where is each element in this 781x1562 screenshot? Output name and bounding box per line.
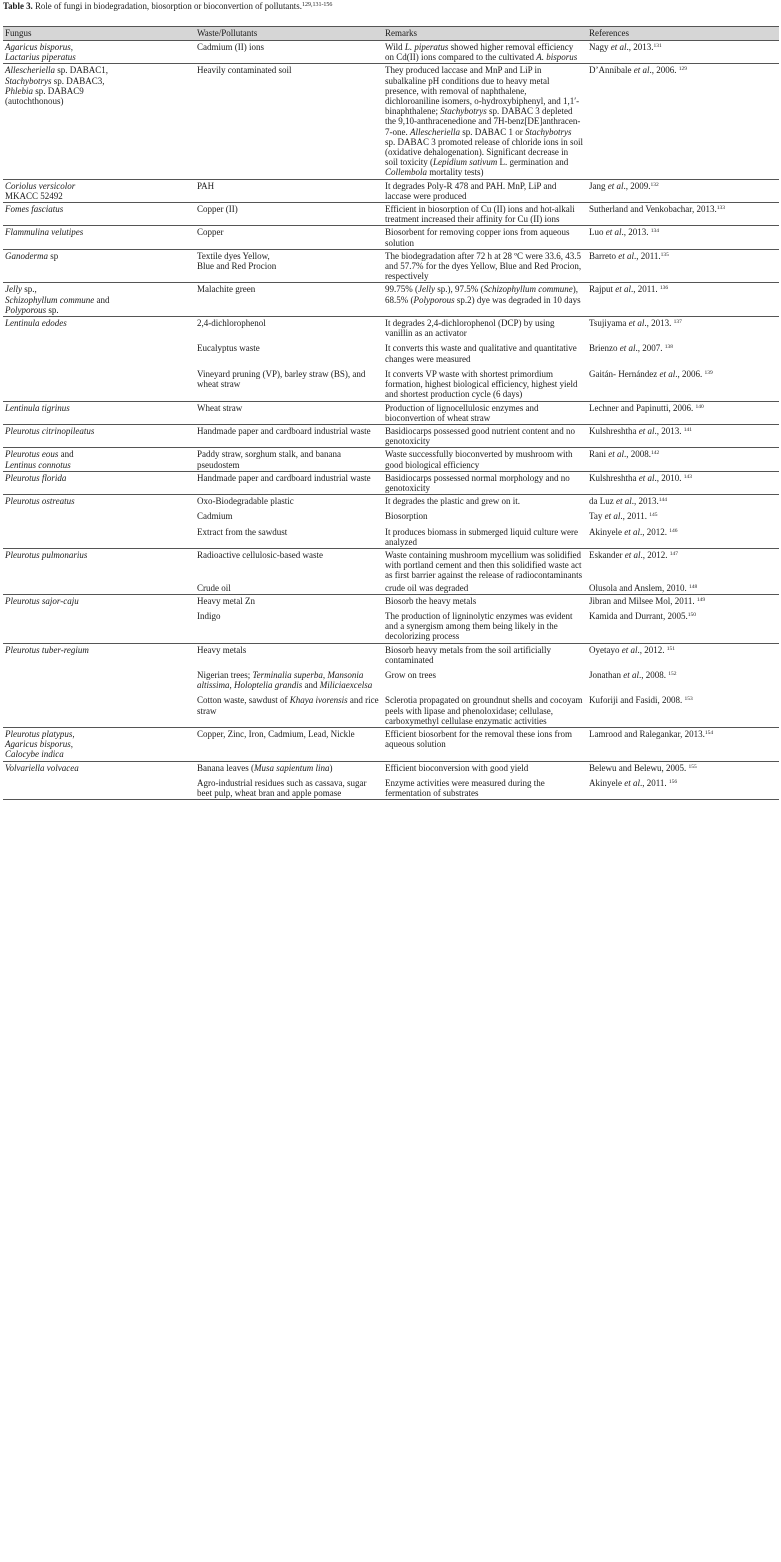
fungus-cell [3, 507, 195, 522]
waste-cell: Vineyard pruning (VP), barley straw (BS), and wheat straw [197, 368, 366, 390]
table-row [3, 226, 779, 249]
waste-cell: Extract from the sawdust [197, 526, 288, 537]
table-row [3, 365, 779, 401]
table-row [3, 41, 779, 64]
waste-cell: Copper, Zinc, Iron, Cadmium, Lead, Nickle [195, 727, 383, 761]
table-row [3, 607, 779, 643]
remarks-cell: It degrades the plastic and grew on it. [383, 495, 587, 508]
reference-cell: Tay et al., 2011. $^{145}$ [589, 511, 658, 522]
table-row [3, 691, 779, 727]
reference-cell: Tsujiyama et al., 2013. $^{137}$ [587, 317, 779, 340]
reference-cell: Luo et al., 2013. $^{134}$ [587, 226, 779, 249]
remarks-cell: The production of ligninolytic enzymes was evident and a synergism among them being likely in the decolorizing process [385, 610, 573, 642]
table-row [3, 548, 779, 581]
table-row [3, 203, 779, 226]
fungus-cell [3, 774, 195, 800]
reference-cell: Barreto et al., 2011.$^{135}$ [587, 249, 779, 283]
waste-cell: Agro-industrial residues such as cassava, sugar beet pulp, wheat bran and apple pomase [195, 774, 383, 800]
table-row [3, 339, 779, 364]
reference-cell: Olusola and Anslem, 2010. $^{148}$ [589, 582, 698, 593]
fungus-cell: Pleurotus platypus, Agaricus bisporus, Calocybe indica [3, 727, 195, 761]
table-row [3, 179, 779, 202]
reference-cell: Brienzo et al., 2007. $^{138}$ [589, 343, 673, 354]
fungus-cell: Jelly sp., Schizophyllum commune and Polyporous sp. [3, 283, 195, 317]
remarks-cell: 99.75% (Jelly sp.), 97.5% (Schizophyllum commune), 68.5% (Polyporous sp.2) dye was degraded in 10 days [383, 283, 587, 317]
remarks-cell: It produces biomass in submerged liquid culture were analyzed [385, 526, 579, 547]
remarks-cell: Biosorb heavy metals from the soil artificially contaminated [383, 643, 587, 666]
table-row [3, 761, 779, 774]
remarks-cell: It degrades Poly-R 478 and PAH. MnP, LiP and laccase were produced [383, 179, 587, 202]
reference-cell: Rani et al., 2008.$^{142}$ [587, 448, 779, 471]
remarks-cell: Basidiocarps possessed normal morphology and no genotoxicity [383, 471, 587, 494]
fungus-cell: Pleurotus citrinopileatus [3, 424, 195, 447]
fungus-cell: Pleurotus ostreatus [3, 495, 195, 508]
fungus-cell [3, 582, 195, 595]
reference-cell: Rajput et al., 2011. $^{136}$ [587, 283, 779, 317]
fungus-cell: Agaricus bisporus, Lactarius piperatus [3, 41, 195, 64]
table-body [3, 41, 779, 800]
reference-cell: Sutherland and Venkobachar, 2013.$^{133}$ [587, 203, 779, 226]
fungus-cell: Flammulina velutipes [3, 226, 195, 249]
remarks-cell: Biosorption [385, 511, 428, 522]
waste-cell: Indigo [197, 610, 221, 621]
remarks-cell: Efficient bioconversion with good yield [383, 761, 587, 774]
caption-refs: 129,131-156 [301, 2, 333, 8]
waste-cell: 2,4-dichlorophenol [195, 317, 383, 340]
fungus-cell: Fomes fasciatus [3, 203, 195, 226]
reference-cell: Jibran and Milsee Mol, 2011. $^{149}$ [587, 594, 779, 607]
table-row [3, 283, 779, 317]
remarks-cell: It degrades 2,4-dichlorophenol (DCP) by using vanillin as an activator [383, 317, 587, 340]
reference-cell: D’Annibale et al., 2006. $^{129}$ [587, 64, 779, 179]
reference-cell: Eskander et al., 2012. $^{147}$ [587, 548, 779, 581]
reference-cell: Belewu and Belewu, 2005. $^{155}$ [587, 761, 779, 774]
waste-cell: Heavy metal Zn [195, 594, 383, 607]
fungus-cell [3, 365, 195, 401]
table-row [3, 64, 779, 179]
waste-cell: Eucalyptus waste [197, 343, 260, 354]
reference-cell: Akinyele et al., 2011. $^{156}$ [587, 774, 779, 800]
remarks-cell: Efficient in biosorption of Cu (II) ions and hot-alkali treatment increased their affinity for Cu (II) ions [383, 203, 587, 226]
reference-cell: Jang et al., 2009.$^{132}$ [587, 179, 779, 202]
table-row [3, 317, 779, 340]
header-references: References [587, 27, 779, 41]
remarks-cell: It converts VP waste with shortest primordium formation, highest biological efficiency, highest yield and shortest production cycle (6 days) [385, 368, 578, 400]
fungus-cell: Pleurotus pulmonarius [3, 548, 195, 581]
reference-cell: Gaitán- Hernández et al., 2006. $^{139}$ [589, 368, 713, 379]
header-remarks: Remarks [383, 27, 587, 41]
table-row [3, 643, 779, 666]
waste-cell: Heavily contaminated soil [195, 64, 383, 179]
fungus-cell: Pleurotus tuber-regium [3, 643, 195, 666]
remarks-cell: Wild L. piperatus showed higher removal efficiency on Cd(II) ions compared to the cultivated A. bisporus [383, 41, 587, 64]
remarks-cell: Basidiocarps possessed good nutrient content and no genotoxicity [383, 424, 587, 447]
table-header-row [3, 27, 779, 41]
remarks-cell: Sclerotia propagated on groundnut shells and cocoyam peels with lipase and phenoloxidase; cellulase, carboxymethyl cellulase enzymatic activities [385, 695, 583, 726]
reference-cell: Kamida and Durrant, 2005.$^{150}$ [589, 610, 696, 621]
fungus-cell [3, 607, 195, 643]
remarks-cell: They produced laccase and MnP and LiP in subalkaline pH conditions due to heavy metal presence, with removal of naphthalene, dichloroaniline isomers, o-hydroxybiphenyl, and 1,1′-binaphthalene; Stachybotrys sp. DABAC 3 depleted the 9,10-anthracenedione and 7H-benz[DE]anthracen-7-one. Allescheriella sp. DABAC 1 or Stachybotrys sp. DABAC 3 promoted release of chloride ions in soil (oxidative dehalogenation). Significant decrease in soil toxicity (Lepidium sativum L. germination and Collembola mortality tests) [383, 64, 587, 179]
table-row [3, 424, 779, 447]
fungus-cell: Lentinula tigrinus [3, 401, 195, 424]
fungus-cell [3, 666, 195, 691]
fungi-table [3, 26, 779, 800]
waste-cell: Cadmium [197, 511, 233, 522]
caption-label: Table 3. [3, 1, 33, 11]
waste-cell: Crude oil [197, 582, 231, 593]
table-row [3, 448, 779, 471]
remarks-cell: Waste containing mushroom mycellium was solidified with portland cement and then this solidified waste act as first barrier against the release of radiocontaminants [383, 548, 587, 581]
remarks-cell: Waste successfully bioconverted by mushroom with good biological efficiency [383, 448, 587, 471]
fungus-cell: Volvariella volvacea [3, 761, 195, 774]
table-row [3, 666, 779, 691]
fungus-cell: Allescheriella sp. DABAC1, Stachybotrys sp. DABAC3, Phlebia sp. DABAC9 (autochthonous) [3, 64, 195, 179]
fungus-cell: Coriolus versicolor MKACC 52492 [3, 179, 195, 202]
reference-cell: Lamrood and Ralegankar, 2013.$^{154}$ [587, 727, 779, 761]
waste-cell: Handmade paper and cardboard industrial waste [195, 424, 383, 447]
table-caption [3, 1, 332, 12]
waste-cell: Cotton waste, sawdust of Khaya ivorensis and rice straw [197, 695, 379, 716]
header-fungus: Fungus [3, 27, 195, 41]
reference-cell: Nagy et al., 2013.$^{131}$ [587, 41, 779, 64]
waste-cell: Wheat straw [195, 401, 383, 424]
fungus-cell: Pleurotus eous and Lentinus connotus [3, 448, 195, 471]
fungus-cell [3, 339, 195, 364]
remarks-cell: Efficient biosorbent for the removal these ions from aqueous solution [383, 727, 587, 761]
remarks-cell: It converts this waste and qualitative and quantitative changes were measured [385, 343, 577, 364]
table-row [3, 507, 779, 522]
fungus-cell [3, 523, 195, 549]
fungus-cell: Lentinula edodes [3, 317, 195, 340]
table-row [3, 582, 779, 595]
reference-cell: Kulshreshtha et al., 2013. $^{141}$ [587, 424, 779, 447]
table-row [3, 471, 779, 494]
caption-text: Role of fungi in biodegradation, biosorption or bioconvertion of pollutants. [32, 1, 302, 11]
table-row [3, 495, 779, 508]
waste-cell: Copper [195, 226, 383, 249]
remarks-cell: Biosorbent for removing copper ions from aqueous solution [383, 226, 587, 249]
reference-cell: Kulshreshtha et al., 2010. $^{143}$ [587, 471, 779, 494]
waste-cell: Heavy metals [195, 643, 383, 666]
table-row [3, 727, 779, 761]
fungus-cell: Pleurotus sajor-caju [3, 594, 195, 607]
waste-cell: Handmade paper and cardboard industrial waste [195, 471, 383, 494]
table-row [3, 401, 779, 424]
reference-cell: Kuforiji and Fasidi, 2008. $^{153}$ [589, 695, 693, 706]
waste-cell: Banana leaves (Musa sapientum lina) [195, 761, 383, 774]
remarks-cell: crude oil was degraded [385, 582, 469, 593]
waste-cell: Nigerian trees; Terminalia superba, Mansonia altissima, Holoptelia grandis and Miliciaexcelsa [197, 669, 373, 691]
waste-cell: Textile dyes Yellow, Blue and Red Procion [195, 249, 383, 283]
remarks-cell: Grow on trees [385, 669, 436, 680]
table-row [3, 594, 779, 607]
fungus-cell [3, 691, 195, 727]
reference-cell: Akinyele et al., 2012. $^{146}$ [589, 526, 678, 537]
remarks-cell: Enzyme activities were measured during the fermentation of substrates [383, 774, 587, 800]
reference-cell: Jonathan et al., 2008. $^{152}$ [589, 669, 677, 680]
waste-cell: Copper (II) [195, 203, 383, 226]
waste-cell: Malachite green [195, 283, 383, 317]
waste-cell: Cadmium (II) ions [195, 41, 383, 64]
waste-cell: Oxo-Biodegradable plastic [195, 495, 383, 508]
reference-cell: da Luz et al., 2013.$^{144}$ [587, 495, 779, 508]
remarks-cell: The biodegradation after 72 h at 28 ºC were 33.6, 43.5 and 57.7% for the dyes Yellow, Blue and Red Procion, respectively [383, 249, 587, 283]
reference-cell: Lechner and Papinutti, 2006. $^{140}$ [587, 401, 779, 424]
table-row [3, 249, 779, 283]
header-waste: Waste/Pollutants [195, 27, 383, 41]
waste-cell: PAH [195, 179, 383, 202]
reference-cell: Oyetayo et al., 2012. $^{151}$ [587, 643, 779, 666]
fungus-cell: Pleurotus florida [3, 471, 195, 494]
table-row [3, 523, 779, 549]
fungus-cell: Ganoderma sp [3, 249, 195, 283]
waste-cell: Paddy straw, sorghum stalk, and banana pseudostem [195, 448, 383, 471]
remarks-cell: Biosorb the heavy metals [383, 594, 587, 607]
remarks-cell: Production of lignocellulosic enzymes and bioconvertion of wheat straw [383, 401, 587, 424]
table-row [3, 774, 779, 800]
waste-cell: Radioactive cellulosic-based waste [195, 548, 383, 581]
